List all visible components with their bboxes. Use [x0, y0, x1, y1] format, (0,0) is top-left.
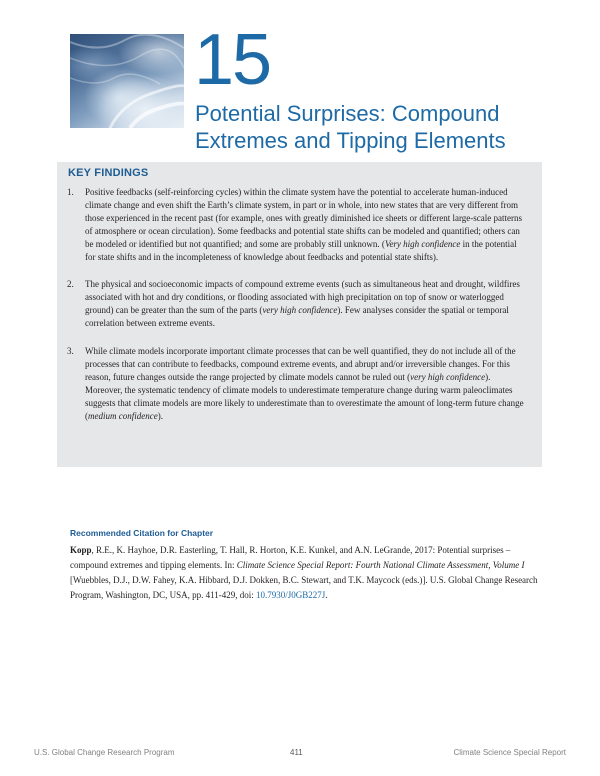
key-finding-text: The physical and socioeconomic impacts of compound extreme events (such as simultaneous heat and drought, wildfires associated with hot and dry conditions, or flooding associated with high precipitation on top of snow or waterlogged ground) can be greater than the sum of the parts (	[85, 279, 520, 316]
footer-page-number: 411	[290, 748, 303, 757]
citation-heading: Recommended Citation for Chapter	[70, 528, 214, 538]
footer-report-title: Climate Science Special Report	[453, 748, 566, 757]
citation-journal: Climate Science Special Report: Fourth National Climate Assessment, Volume I	[236, 560, 525, 570]
key-finding-text: ).	[157, 410, 163, 421]
key-finding-text: in the potential for state shifts and in the incompleteness of knowledge about feedbacks and potential state shifts).	[85, 238, 517, 262]
key-finding-item	[67, 278, 529, 330]
citation-text	[70, 543, 540, 603]
citation-doi-link[interactable]: 10.7930/J0GB227J	[256, 590, 326, 600]
chapter-title: Potential Surprises: Compound Extremes and Tipping Elements	[195, 101, 506, 153]
key-finding-item	[67, 186, 529, 263]
key-findings-heading: KEY FINDINGS	[68, 167, 149, 179]
key-finding-number: 3.	[67, 346, 74, 357]
key-finding-text: While climate models incorporate important climate processes that can be well quantified, they do not include all of the processes that can contribute to feedbacks, compound extreme events, and abrupt and/or irreversible changes. For this reason, future changes outside the range projected by climate models cannot be ruled out (	[85, 346, 516, 382]
key-finding-number: 1.	[67, 187, 74, 197]
confidence-level: very high confidence	[410, 371, 486, 382]
citation-end: .	[325, 590, 328, 600]
key-findings-list	[67, 186, 529, 438]
citation-author: Kopp	[70, 545, 92, 555]
chapter-number: 15	[194, 20, 271, 100]
citation-text-part-1: , R.E., K. Hayhoe, D.R. Easterling, T. Hall, R. Horton, K.E. Kunkel, and A.N. LeGrande, 2017: Potential surprises – compound extremes and tipping elements. In:	[70, 545, 511, 570]
key-finding-item	[67, 345, 529, 422]
confidence-level: very high confidence	[262, 305, 338, 316]
key-finding-text: ). Moreover, the systematic tendency of climate models to underestimate temperature change during warm paleoclimates suggests that climate models are more likely to underestimate than to overestimate the amount of long-term future change (	[85, 371, 524, 421]
confidence-level: medium confidence	[88, 410, 158, 421]
footer-organization: U.S. Global Change Research Program	[34, 748, 175, 757]
confidence-level: Very high confidence	[384, 238, 461, 249]
header-satellite-image	[70, 34, 184, 128]
sea-ice-texture	[70, 34, 184, 128]
key-finding-number: 2.	[67, 279, 74, 290]
key-finding-text: Positive feedbacks (self-reinforcing cycles) within the climate system have the potential to accelerate human-induced climate change and even shift the Earth’s climate system, in part or in whole, into new states that are very different from those experienced in the recent past (for example, ones with greatly diminished ice sheets or different large-scale patterns of atmosphere or ocean circulation). Some feedbacks and potential state shifts can be modeled and quantified; others can be modeled or identified but not quantified; and some are probably still unknown. (	[85, 187, 523, 249]
key-findings-box	[57, 162, 542, 467]
key-finding-text: ). Few analyses consider the spatial or temporal correlation between extreme events.	[85, 305, 509, 329]
citation-text-part-2: [Wuebbles, D.J., D.W. Fahey, K.A. Hibbard, D.J. Dokken, B.C. Stewart, and T.K. Maycock (eds.)]. U.S. Global Change Research Program, Washington, DC, USA, pp. 411-429, doi:	[70, 575, 538, 600]
